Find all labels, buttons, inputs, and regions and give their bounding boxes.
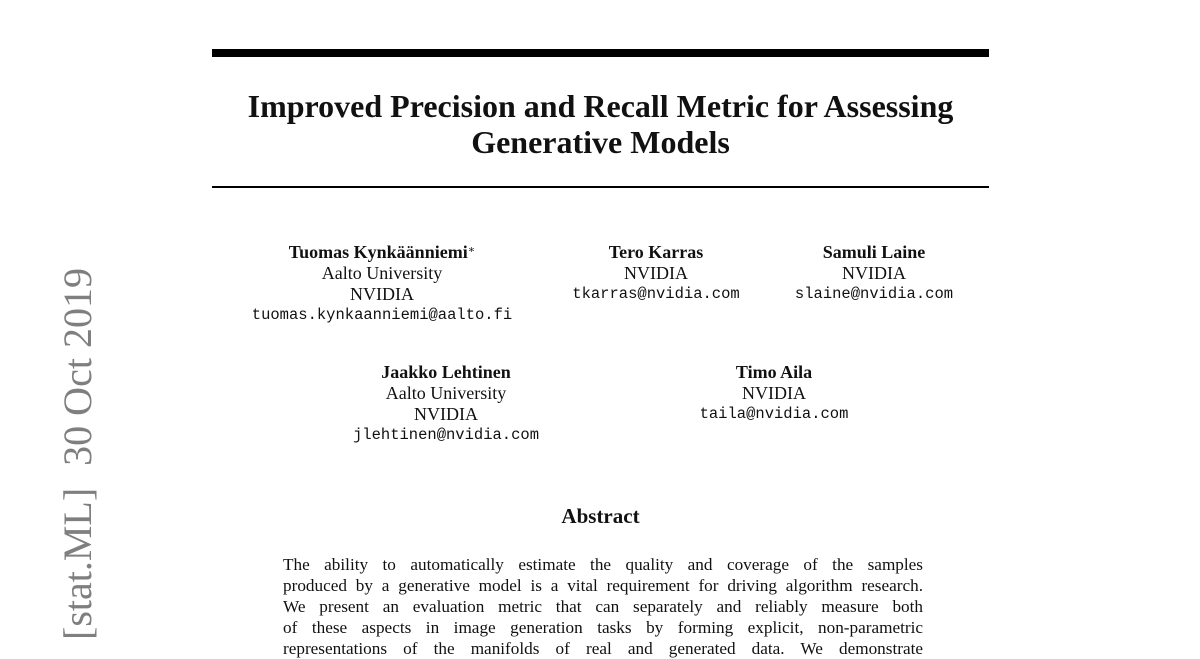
title-top-rule	[212, 49, 989, 57]
abstract-heading: Abstract	[561, 504, 640, 528]
author-affiliation: Aalto University	[385, 383, 507, 403]
author-email: tuomas.kynkaanniemi@aalto.fi	[251, 306, 513, 324]
author-affiliation: NVIDIA	[842, 263, 906, 283]
abstract-line: We present an evaluation metric that can separately and reliably measure both	[283, 597, 923, 616]
author-affiliation: NVIDIA	[624, 263, 688, 283]
title-line: Generative Models	[471, 124, 730, 160]
author-affiliation: Aalto University	[321, 263, 443, 283]
title-bottom-rule	[212, 186, 989, 188]
author-block	[556, 242, 756, 305]
author-block	[232, 242, 532, 326]
abstract-line: representations of the manifolds of real and generated data. We demonstrate	[283, 639, 923, 658]
author-block	[326, 362, 566, 446]
paper-title	[212, 88, 989, 160]
arxiv-stamp	[56, 268, 100, 640]
author-name: Timo Aila	[735, 362, 813, 382]
author-affiliation: NVIDIA	[742, 383, 806, 403]
author-name: Tuomas Kynkäänniemi∗	[288, 242, 476, 262]
author-block	[774, 242, 974, 305]
author-affiliation: NVIDIA	[350, 284, 414, 304]
author-email: tkarras@nvidia.com	[572, 285, 740, 303]
author-name: Tero Karras	[608, 242, 704, 262]
author-name: Samuli Laine	[822, 242, 926, 262]
title-line: Improved Precision and Recall Metric for Assessing	[247, 88, 954, 124]
abstract-line: of these aspects in image generation tasks by forming explicit, non-parametric	[283, 618, 923, 637]
author-block	[674, 362, 874, 425]
author-email: slaine@nvidia.com	[794, 285, 954, 303]
arxiv-category: [stat.ML]	[55, 487, 100, 640]
arxiv-date: 30 Oct 2019	[55, 268, 100, 466]
abstract-line: produced by a generative model is a vital requirement for driving algorithm research.	[283, 576, 923, 595]
footnote-mark: ∗	[467, 244, 476, 256]
author-name: Jaakko Lehtinen	[381, 362, 511, 382]
abstract-text	[283, 554, 923, 659]
abstract-line: The ability to automatically estimate the quality and coverage of the samples	[283, 555, 923, 574]
author-affiliation: NVIDIA	[414, 404, 478, 424]
author-email: taila@nvidia.com	[699, 405, 849, 423]
author-email: jlehtinen@nvidia.com	[352, 426, 540, 444]
